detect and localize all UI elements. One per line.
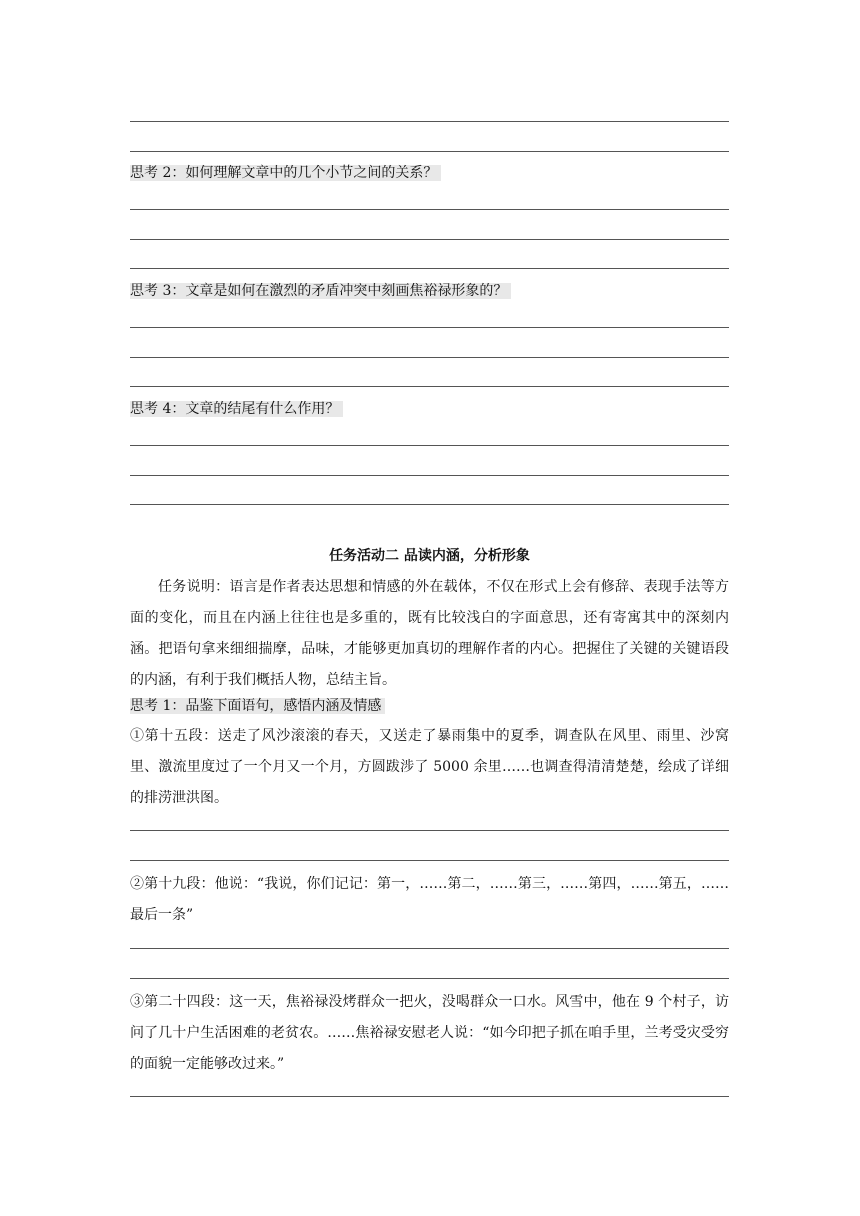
answer-line [130,1096,729,1097]
answer-line [130,830,729,831]
answer-line [130,209,729,210]
section-title: 任务活动二 品读内涵，分析形象 [329,548,530,564]
answer-line [130,327,729,328]
quote-item-1: ①第十五段：送走了风沙滚滚的春天，又送走了暴雨集中的夏季，调查队在风里、雨里、沙窝里、激流里度过了一个月又一个月，方圆跋涉了 5000 余里……也调查得清清楚楚，绘成了详细的排涝泄洪图。 [130,728,729,806]
answer-line [130,504,729,505]
quote-item-2: ②第十九段：他说：“我说，你们记记：第一，……第二，……第三，……第四，……第五，……最后一条” [130,876,729,923]
answer-line [130,357,729,358]
answer-line [130,978,729,979]
question-think-2: 思考 2：如何理解文章中的几个小节之间的关系？ [130,162,441,184]
answer-line [130,268,729,269]
answer-line [130,445,729,446]
answer-line [130,475,729,476]
task-description: 任务说明：语言是作者表达思想和情感的外在载体，不仅在形式上会有修辞、表现手法等方面的变化，而且在内涵上往往也是多重的，既有比较浅白的字面意思，还有寄寓其中的深刻内涵。把语句拿来细细揣摩，品味，才能够更加真切的理解作者的内心。把握住了关键的关键语段的内涵，有利于我们概括人物，总结主旨。 [130,579,729,688]
question-think-4: 思考 4：文章的结尾有什么作用？ [130,398,343,420]
question-think-1: 思考 1：品鉴下面语句，感悟内涵及情感 [130,695,385,717]
answer-line [130,948,729,949]
answer-line [130,239,729,240]
answer-line [130,860,729,861]
answer-line [130,386,729,387]
answer-line [130,151,729,152]
quote-item-3: ③第二十四段：这一天，焦裕禄没烤群众一把火，没喝群众一口水。风雪中，他在 9 个村子，访问了几十户生活困难的老贫农。……焦裕禄安慰老人说：“如今印把子抓在咱手里，兰考受灾受穷的面貌一定能够改过来。” [130,994,729,1072]
question-think-3: 思考 3：文章是如何在激烈的矛盾冲突中刻画焦裕禄形象的？ [130,280,511,302]
answer-line [130,121,729,122]
